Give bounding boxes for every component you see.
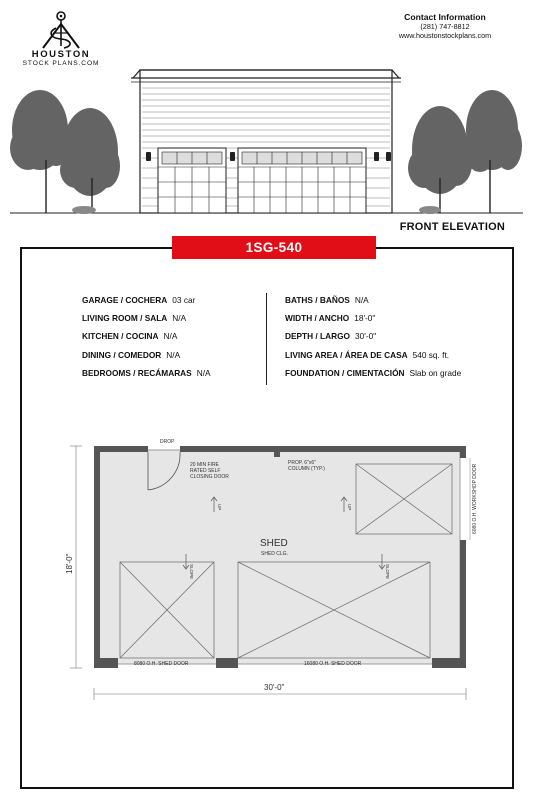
- up-label-right: UP: [347, 504, 352, 511]
- fire-door-label-1: 20 MIN FIRE: [190, 462, 219, 468]
- contact-website[interactable]: www.houstonstockplans.com: [398, 31, 492, 40]
- spec-row: [82, 327, 211, 345]
- brand-name: HOUSTON: [31, 49, 91, 60]
- slope-label-right: SLOPE: [385, 564, 390, 580]
- specs-left: [82, 291, 211, 382]
- tree-left-icon: [10, 90, 120, 196]
- spec-row: [82, 309, 211, 327]
- up-label-left: UP: [217, 504, 222, 511]
- spec-label: DINING / COMEDOR: [82, 349, 162, 360]
- spec-label: GARAGE / COCHERA: [82, 295, 168, 305]
- spec-row: [285, 291, 461, 309]
- column-label-2: COLUMN (TYP.): [288, 466, 325, 472]
- spec-value: N/A: [172, 313, 187, 324]
- spec-row: [285, 327, 461, 345]
- contact-title: Contact Information: [404, 12, 486, 22]
- fire-door-label-3: CLOSING DOOR: [190, 474, 229, 480]
- contact-block: [385, 12, 505, 40]
- floor-plan-drawing: [60, 436, 490, 706]
- door-center-label: 16080 O.H. SHED DOOR: [304, 661, 362, 667]
- drop-label: DROP: [160, 439, 175, 445]
- dimension-depth: 18'-0": [65, 553, 74, 574]
- spec-value: N/A: [196, 367, 211, 378]
- spec-value: 03 car: [172, 295, 196, 305]
- contact-phone[interactable]: (281) 747-8812: [420, 22, 470, 31]
- spec-value: 30'-0": [355, 331, 377, 342]
- door-left-label: 8080 O.H. SHED DOOR: [134, 661, 189, 667]
- brand-tagline: STOCK PLANS.COM: [22, 60, 100, 67]
- logo-mark-icon: [39, 8, 83, 50]
- room-ceiling: SHED CLG.: [261, 551, 288, 557]
- spec-row: [82, 346, 211, 364]
- spec-value: N/A: [163, 331, 178, 342]
- spec-label: BATHS / BAÑOS: [285, 295, 350, 305]
- spec-row: [82, 364, 211, 382]
- spec-row: [285, 346, 461, 364]
- tree-right-icon: [408, 90, 522, 194]
- spec-value: N/A: [166, 349, 181, 360]
- front-elevation-drawing: [0, 60, 533, 220]
- spec-label: WIDTH / ANCHO: [285, 313, 350, 324]
- spec-value: 18'-0": [354, 313, 376, 324]
- spec-label: LIVING ROOM / SALA: [82, 313, 168, 324]
- slope-label-left: SLOPE: [189, 564, 194, 580]
- spec-row: [82, 291, 211, 309]
- spec-value: 540 sq. ft.: [412, 349, 450, 360]
- fire-door-label-2: RATED SELF: [190, 468, 221, 474]
- specs-right: [285, 291, 461, 382]
- spec-label: FOUNDATION / CIMENTACIÓN: [285, 367, 405, 378]
- spec-label: LIVING AREA / ÁREA DE CASA: [285, 349, 408, 360]
- spec-label: KITCHEN / COCINA: [82, 331, 159, 342]
- spec-label: DEPTH / LARGO: [285, 331, 350, 342]
- spec-divider: [266, 293, 267, 385]
- spec-label: BEDROOMS / RECÁMARAS: [82, 367, 192, 378]
- spec-value: N/A: [354, 295, 369, 305]
- dimension-width: 30'-0": [264, 683, 285, 692]
- spec-value: Slab on grade: [409, 367, 462, 378]
- plan-id-banner: 1SG-540: [172, 236, 376, 259]
- spec-row: [285, 309, 461, 327]
- room-name: SHED: [260, 538, 288, 549]
- door-right-label: 6080 O.H. WORKSHOP DOOR: [472, 463, 478, 534]
- column-label-1: PROP. 6"x6": [288, 460, 316, 466]
- front-elevation-label: FRONT ELEVATION: [399, 221, 505, 233]
- spec-row: [285, 364, 461, 382]
